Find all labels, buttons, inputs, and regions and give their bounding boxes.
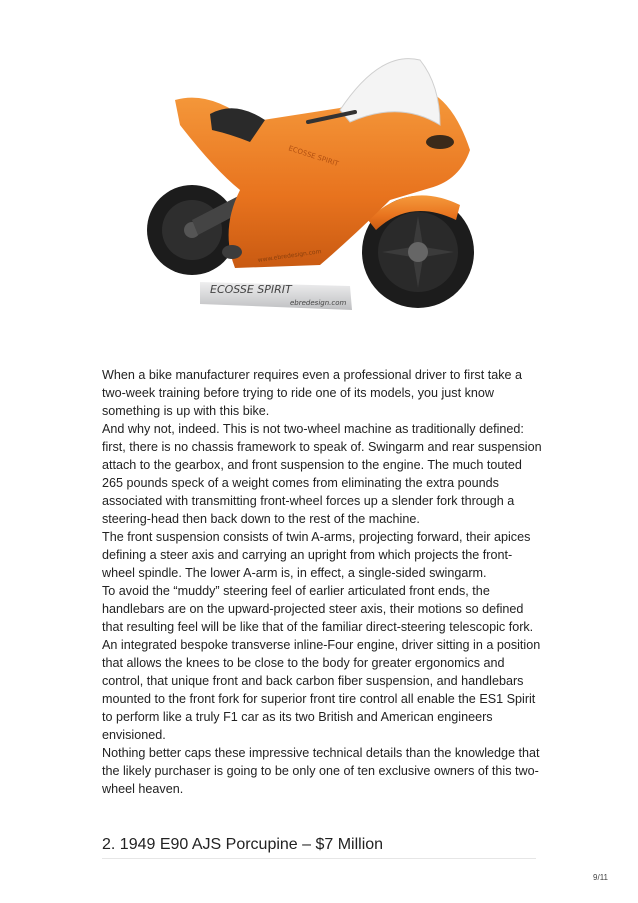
paragraph: Nothing better caps these impressive technical details than the knowledge that the likely purchaser is going to be only one of ten exclusive owners of this two-wheel heaven. xyxy=(102,746,540,796)
exhaust xyxy=(222,245,242,259)
headlight xyxy=(426,135,454,149)
page-number: 9/11 xyxy=(593,873,608,882)
section-heading: 2. 1949 E90 AJS Porcupine – $7 Million xyxy=(102,834,536,859)
paragraph: To avoid the “muddy” steering feel of earlier articulated front ends, the handlebars are on the upward-projected steer axis, their motions so defined that resulting feel will be like that of the familiar direct-steering telescopic fork. xyxy=(102,584,534,634)
paragraph: And why not, indeed. This is not two-wheel machine as traditionally defined: first, there is no chassis framework to speak of. Swingarm and rear suspension attach to the gearbox, and front suspension to the engine. The much touted 265 pounds speck of a weight comes from eliminating the extra pounds associated with transmitting front-wheel forces up a slender fork through a steering-head then back down to the rest of the machine. xyxy=(102,422,542,526)
plate-url-text: ebredesign.com xyxy=(290,299,347,307)
plate-brand-text: ECOSSE SPIRIT xyxy=(210,283,292,296)
frame-text: www.ebredesign.com xyxy=(257,248,322,264)
rear-wheel xyxy=(147,185,237,275)
paragraph: The front suspension consists of twin A-arms, projecting forward, their apices defining a steer axis and carrying an upright from which projects the front-wheel spindle. The lower A-arm is, in effect, a single-sided swingarm. xyxy=(102,530,531,580)
article-body xyxy=(102,366,542,798)
paragraph: When a bike manufacturer requires even a professional driver to first take a two-week training before trying to ride one of its models, you just know something is up with this bike. xyxy=(102,368,522,418)
paragraph: An integrated bespoke transverse inline-Four engine, driver sitting in a position that allows the knees to be close to the body for greater ergonomics and control, that unique front and back carbon fiber suspension, and handlebars mounted to the front fork for superior front tire control all enable the ES1 Spirit to perform like a truly F1 car as its two British and American engineers envisioned. xyxy=(102,638,541,742)
fairing-text: ECOSSE SPIRIT xyxy=(287,144,340,169)
motorcycle-photo xyxy=(140,30,500,330)
